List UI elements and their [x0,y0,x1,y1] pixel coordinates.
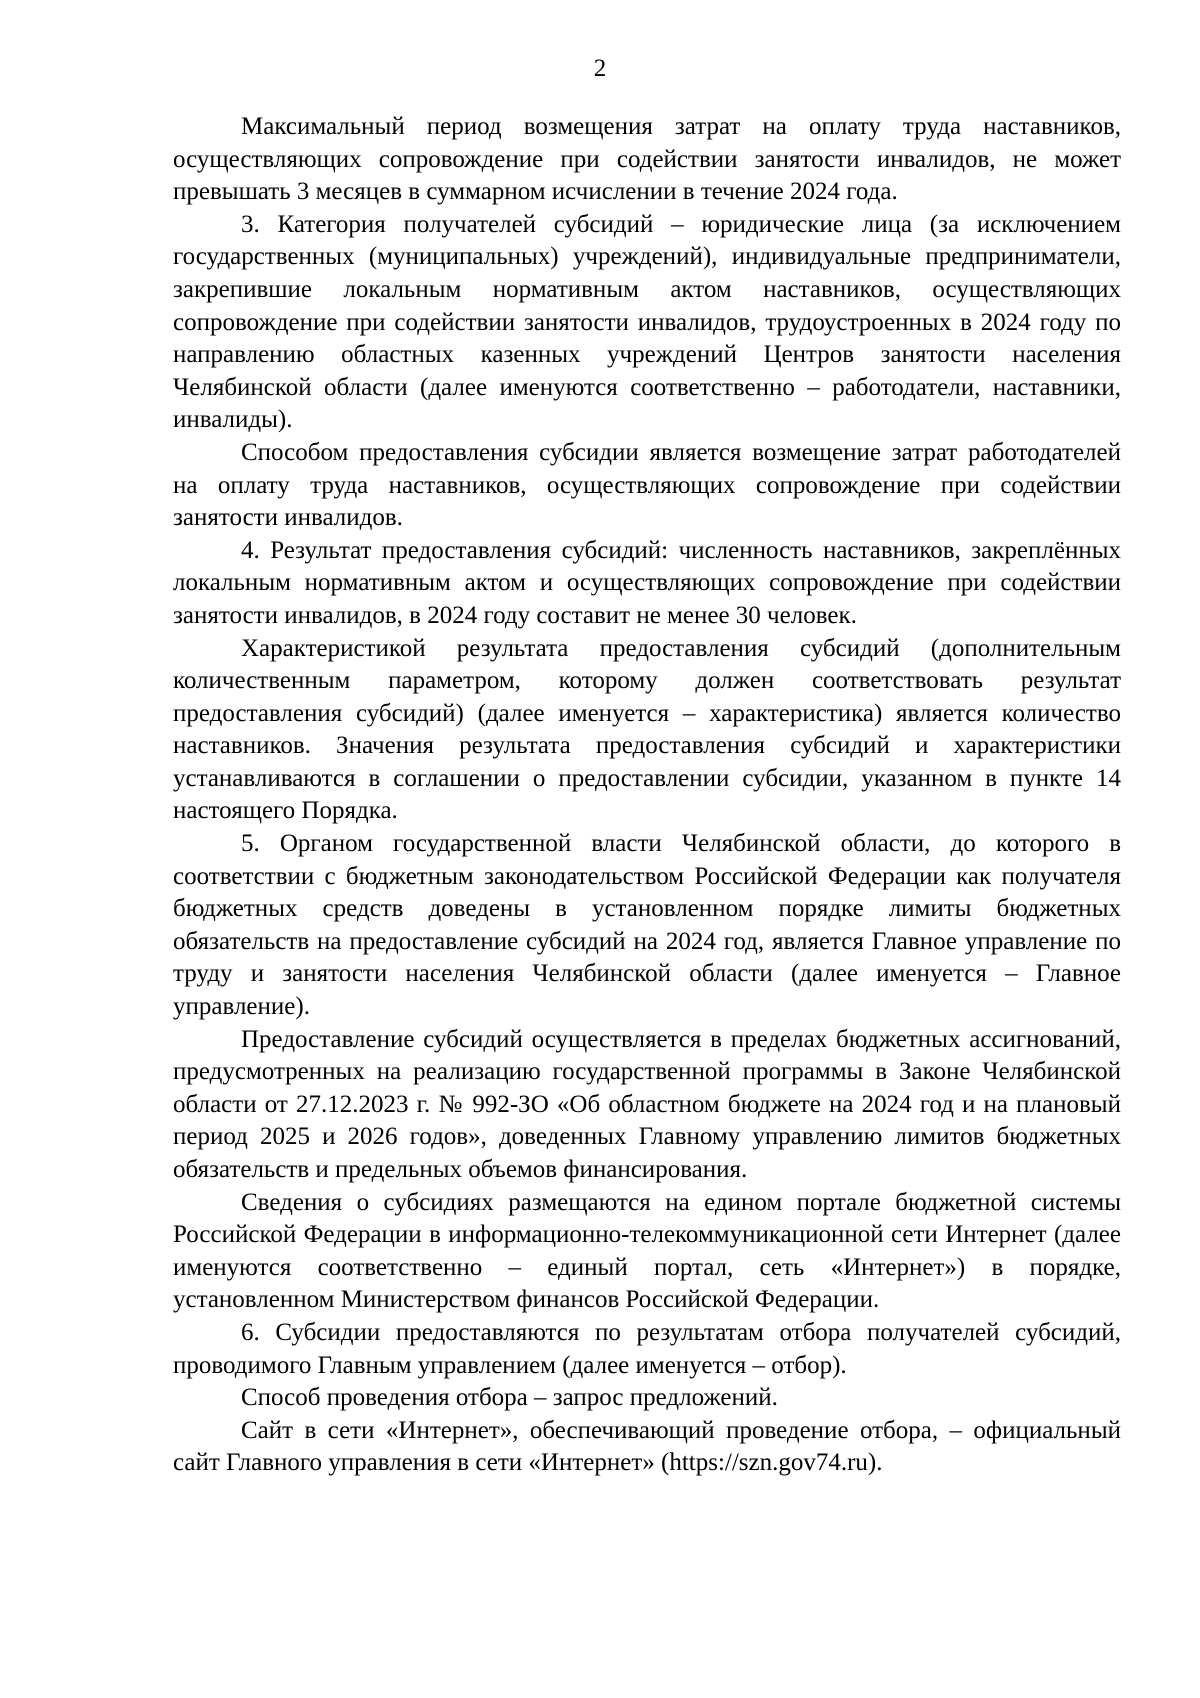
paragraph-6-selection: 6. Субсидии предоставляются по результатам отбора получателей субсидий, проводимого Главным управлением (далее именуется – отбор). [173,1318,1121,1379]
paragraph-subsidy-method: Способом предоставления субсидии является возмещение затрат работодателей на оплату труда наставников, осуществляющих сопровождение при содействии занятости инвалидов. [173,438,1121,532]
document-body [173,111,1121,1480]
paragraph-selection-website: Сайт в сети «Интернет», обеспечивающий проведение отбора, – официальный сайт Главного управления в сети «Интернет» (https://szn.gov74.ru). [173,1416,1121,1477]
paragraph-4-result: 4. Результат предоставления субсидий: численность наставников, закреплённых локальным нормативным актом и осуществляющих сопровождение при содействии занятости инвалидов, в 2024 году составит не менее 30 человек. [173,536,1121,629]
page-number: 2 [593,55,607,82]
paragraph-5-state-authority: 5. Органом государственной власти Челябинской области, до которого в соответствии с бюджетным законодательством Российской Федерации как получателя бюджетных средств доведены в установленном порядке лимиты бюджетных обязательств на предоставление субсидий на 2024 год, является Главное управление по труду и занятости населения Челябинской области (далее именуется – Главное управление). [173,830,1121,1021]
paragraph-result-characteristic: Характеристикой результата предоставления субсидий (дополнительным количественным параметром, которому должен соответствовать результат предоставления субсидий) (далее именуется – характеристика) является количество наставников. Значения результата предоставления субсидий и характеристики устанавливаются в соглашении о предоставлении субсидии, указанном в пункте 14 настоящего Порядка. [173,634,1121,825]
paragraph-budget-allocations: Предоставление субсидий осуществляется в пределах бюджетных ассигнований, предусмотренных на реализацию государственной программы в Законе Челябинской области от 27.12.2023 г. № 992-ЗО «Об областном бюджете на 2024 год и на плановый период 2025 и 2026 годов», доведенных Главному управлению лимитов бюджетных обязательств и предельных объемов финансирования. [173,1025,1121,1183]
paragraph-3-recipients-category: 3. Категория получателей субсидий – юридические лица (за исключением государственных (муниципальных) учреждений), индивидуальные предприниматели, закрепившие локальным нормативным актом наставников, осуществляющих сопровождение при содействии занятости инвалидов, трудоустроенных в 2024 году по направлению областных казенных учреждений Центров занятости населения Челябинской области (далее именуются соответственно – работодатели, наставники, инвалиды). [173,210,1121,434]
paragraph-portal-information: Сведения о субсидиях размещаются на едином портале бюджетной системы Российской Федерации в информационно-телекоммуникационной сети Интернет (далее именуются соответственно – единый портал, сеть «Интернет») в порядке, установленном Министерством финансов Российской Федерации. [173,1188,1121,1314]
paragraph-selection-method: Способ проведения отбора – запрос предложений. [241,1384,778,1412]
paragraph-reimbursement-period: Максимальный период возмещения затрат на оплату труда наставников, осуществляющих сопровождение при содействии занятости инвалидов, не может превышать 3 месяцев в суммарном исчислении в течение 2024 года. [173,113,1121,206]
